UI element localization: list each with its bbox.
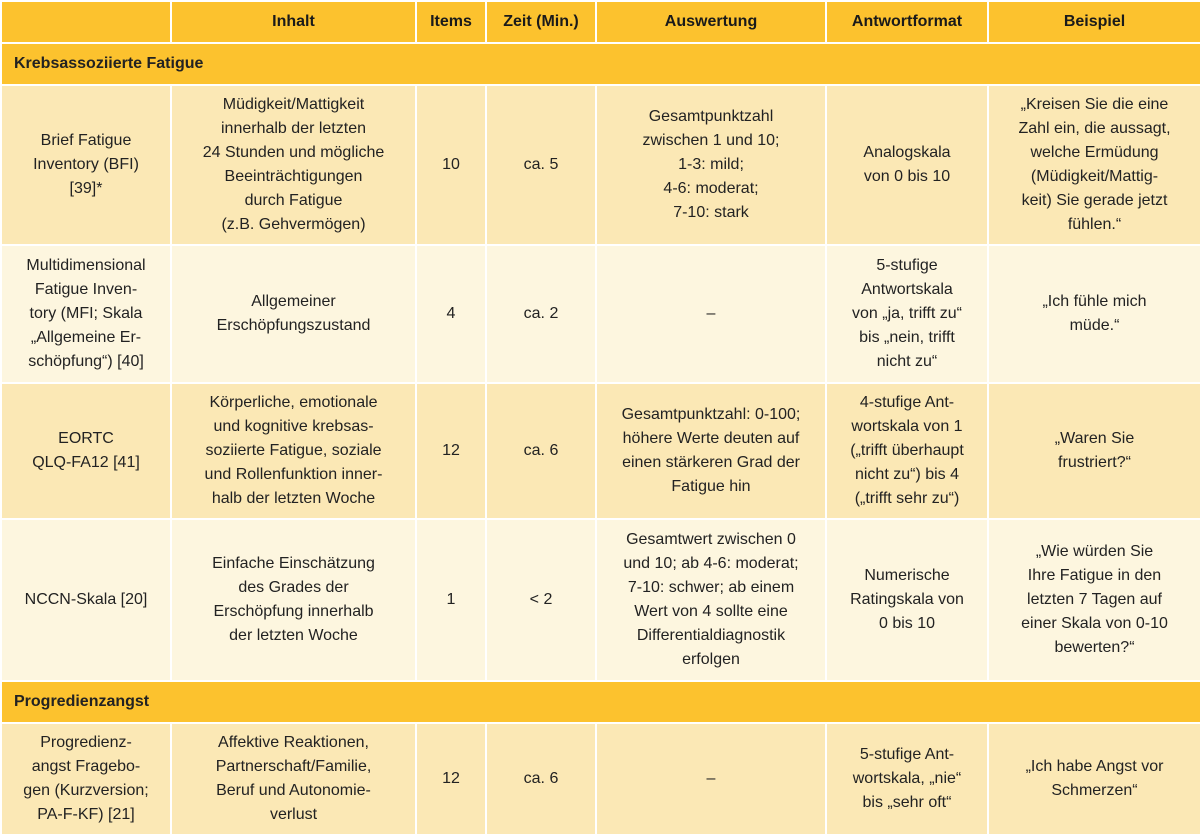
cell-zeit: ca. 5	[486, 85, 596, 245]
cell-instrument: Progredienz- angst Fragebo- gen (Kurzversion; PA-F-KF) [21]	[1, 723, 171, 835]
cell-auswertung: Gesamtpunktzahl: 0-100; höhere Werte deuten auf einen stärkeren Grad der Fatigue hin	[596, 383, 826, 519]
cell-inhalt: Allgemeiner Erschöpfungszustand	[171, 245, 416, 383]
cell-zeit: ca. 6	[486, 383, 596, 519]
header-zeit: Zeit (Min.)	[486, 1, 596, 43]
cell-instrument: Multidimensional Fatigue Inven- tory (MFI; Skala „Allgemeine Er- schöpfung“) [40]	[1, 245, 171, 383]
cell-antwortformat: Analogskala von 0 bis 10	[826, 85, 988, 245]
cell-inhalt: Affektive Reaktionen, Partnerschaft/Familie, Beruf und Autonomie- verlust	[171, 723, 416, 835]
cell-inhalt: Müdigkeit/Mattigkeit innerhalb der letzten 24 Stunden und mögliche Beeinträchtigungen durch Fatigue (z.B. Gehvermögen)	[171, 85, 416, 245]
table-row	[1, 383, 1200, 519]
cell-instrument: NCCN-Skala [20]	[1, 519, 171, 681]
cell-beispiel: „Ich fühle mich müde.“	[988, 245, 1200, 383]
cell-items: 12	[416, 383, 486, 519]
cell-antwortformat: 4-stufige Ant- wortskala von 1 („trifft überhaupt nicht zu“) bis 4 („trifft sehr zu“)	[826, 383, 988, 519]
cell-auswertung: Gesamtpunktzahl zwischen 1 und 10; 1-3: mild; 4-6: moderat; 7-10: stark	[596, 85, 826, 245]
cell-zeit: < 2	[486, 519, 596, 681]
header-instrument	[1, 1, 171, 43]
section-row	[1, 681, 1200, 723]
cell-items: 10	[416, 85, 486, 245]
cell-instrument: Brief Fatigue Inventory (BFI) [39]*	[1, 85, 171, 245]
cell-inhalt: Einfache Einschätzung des Grades der Erschöpfung innerhalb der letzten Woche	[171, 519, 416, 681]
cell-zeit: ca. 6	[486, 723, 596, 835]
header-items: Items	[416, 1, 486, 43]
cell-antwortformat: 5-stufige Ant- wortskala, „nie“ bis „sehr oft“	[826, 723, 988, 835]
cell-beispiel: „Wie würden Sie Ihre Fatigue in den letzten 7 Tagen auf einer Skala von 0-10 bewerten?“	[988, 519, 1200, 681]
cell-auswertung: Gesamtwert zwischen 0 und 10; ab 4-6: moderat; 7-10: schwer; ab einem Wert von 4 sollte eine Differentialdiagnostik erfolgen	[596, 519, 826, 681]
section-title: Progredienzangst	[1, 681, 1200, 723]
cell-auswertung: –	[596, 245, 826, 383]
cell-items: 12	[416, 723, 486, 835]
cell-beispiel: „Waren Sie frustriert?“	[988, 383, 1200, 519]
cell-inhalt: Körperliche, emotionale und kognitive krebsas- soziierte Fatigue, soziale und Rollenfunktion inner- halb der letzten Woche	[171, 383, 416, 519]
cell-items: 4	[416, 245, 486, 383]
header-beispiel: Beispiel	[988, 1, 1200, 43]
cell-beispiel: „Kreisen Sie die eine Zahl ein, die aussagt, welche Ermüdung (Müdigkeit/Mattig- keit) Sie gerade jetzt fühlen.“	[988, 85, 1200, 245]
cell-items: 1	[416, 519, 486, 681]
table-row	[1, 85, 1200, 245]
cell-auswertung: –	[596, 723, 826, 835]
section-row	[1, 43, 1200, 85]
cell-beispiel: „Ich habe Angst vor Schmerzen“	[988, 723, 1200, 835]
cell-zeit: ca. 2	[486, 245, 596, 383]
table-row	[1, 245, 1200, 383]
cell-instrument: EORTC QLQ-FA12 [41]	[1, 383, 171, 519]
header-inhalt: Inhalt	[171, 1, 416, 43]
section-title: Krebsassoziierte Fatigue	[1, 43, 1200, 85]
header-antwortformat: Antwortformat	[826, 1, 988, 43]
table-row	[1, 519, 1200, 681]
header-row	[1, 1, 1200, 43]
header-auswertung: Auswertung	[596, 1, 826, 43]
cell-antwortformat: Numerische Ratingskala von 0 bis 10	[826, 519, 988, 681]
table-row	[1, 723, 1200, 835]
cell-antwortformat: 5-stufige Antwortskala von „ja, trifft zu“ bis „nein, trifft nicht zu“	[826, 245, 988, 383]
